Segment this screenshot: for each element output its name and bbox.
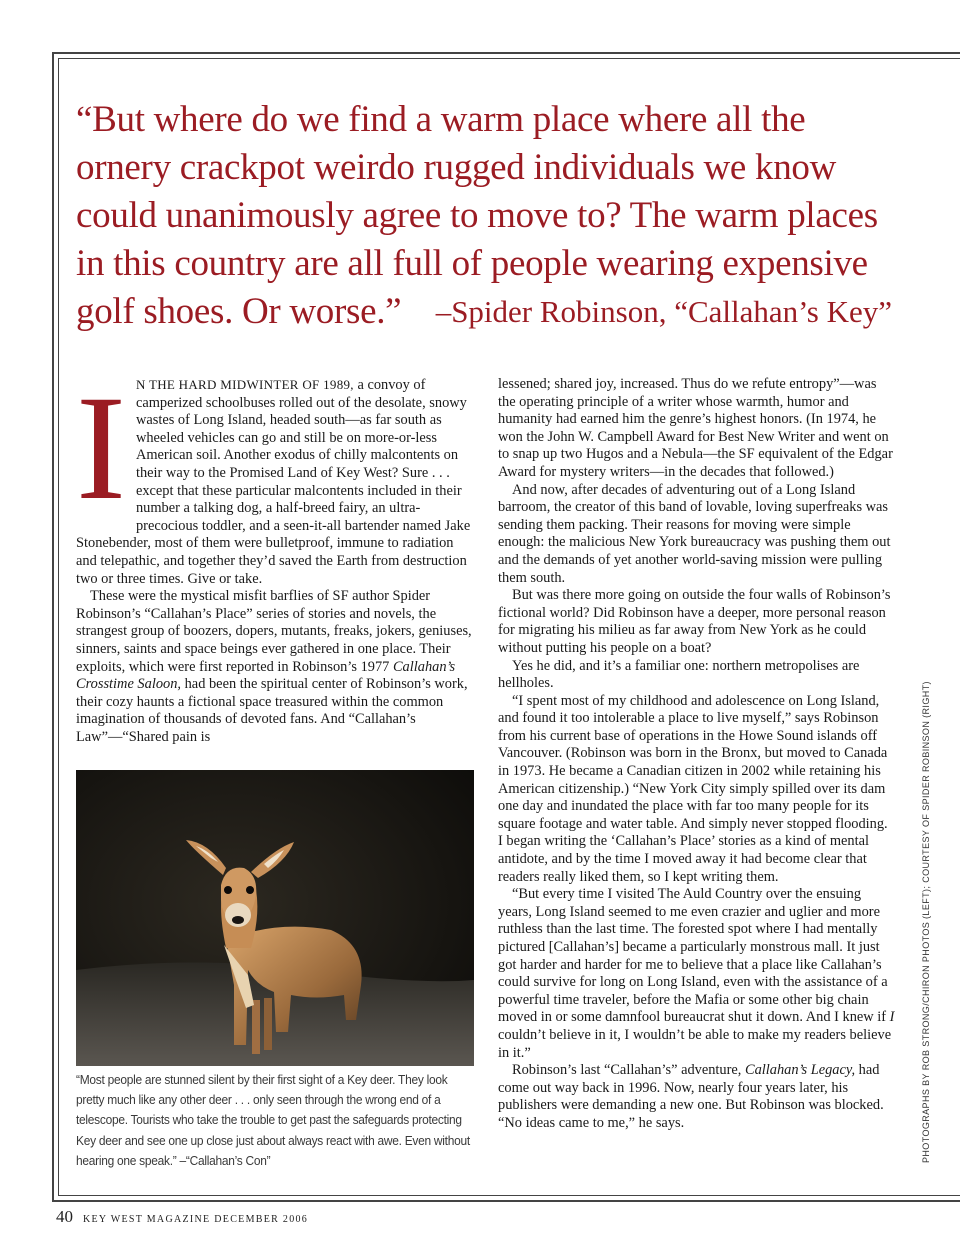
photo-caption: “Most people are stunned silent by their first sight of a Key deer. They look pretty much like any other deer . . . only seen through the wrong end of a telescope. Tourists who take the trouble to get past the safeguards protecting Key deer and see one up close just about always react with awe. Even without hearing one speak.” –“Callahan’s Con” xyxy=(76,1072,470,1168)
article-paragraph: But was there more going on outside the four walls of Robinson’s fictional world? Did Robinson have a deeper, more personal reason for migrating his milieu as far away from New York as he could without putting his people on a boat? xyxy=(498,587,891,656)
article-paragraph: lessened; shared joy, increased. Thus do we refute entropy”—was the operating principle of a writer whose warmth, humor and humanity had earned him the genre’s highest honors. (In 1974, he won the John W. Campbell Award for Best New Writer and went on to snap up two Hugos and a Nebula—the SF equivalent of the Edgar Award for mystery writers—in the decades that followed.) xyxy=(498,376,893,480)
article-column-left xyxy=(76,365,474,746)
article-paragraph: I N THE HARD MIDWINTER OF 1989, a convoy of camperized schoolbuses rolled out of the desolate, snowy wastes of Long Island, headed south—as far south as wheeled vehicles can go and still be on more-or-less American soil. Another exodus of chilly malcontents on their way to the Promised Land of Key West? Sure . . . except that these particular malcontents included in their number a talking dog, a half-breed fairy, an ultra-precocious toddler, and a seen-it-all bartender named Jake Stonebender, most of them were bulletproof, immune to radiation and telepathic, and together they’d saved the Earth from destruction two or three times. Give or take. xyxy=(76,365,471,587)
article-column-right xyxy=(498,376,896,1133)
article-paragraph: And now, after decades of adventuring out of a Long Island barroom, the creator of this band of lovable, loving superfreaks was sending them packing. Their reasons for moving were simple enough: the malicious New York bureaucracy was pushing them out and the demands of yet another world-saving mission were pulling them south. xyxy=(498,481,891,586)
drop-cap: I xyxy=(76,365,126,531)
page-footer xyxy=(56,1207,308,1227)
publication-line: KEY WEST MAGAZINE DECEMBER 2006 xyxy=(83,1214,309,1225)
key-deer-photo xyxy=(76,770,474,1066)
book-title: Callahan’s Crosstime Saloon, xyxy=(76,658,456,693)
emphasis: I xyxy=(889,1009,895,1026)
article-paragraph: These were the mystical misfit barflies of SF author Spider Robinson’s “Callahan’s Place” series of stories and novels, the strangest group of boozers, dopers, mutants, freaks, jokers, geniuses, sinners, saints and space beings ever gathered in one place. Their exploits, which were first reported in Robinson’s 1977 Callahan’s Crosstime Saloon, had been the spiritual center of Robinson’s work, their cozy haunts a fictional space treasured within the common imagination of thousands of devoted fans. And “Callahan’s Law”—“Shared pain is xyxy=(76,588,472,745)
book-title: Callahan’s Legacy, xyxy=(745,1062,856,1079)
lead-in-caps: N THE HARD MIDWINTER OF 1989, xyxy=(135,377,354,392)
pull-quote-attribution: –Spider Robinson, “Callahan’s Key” xyxy=(435,294,892,329)
page-number: 40 xyxy=(56,1207,73,1226)
article-paragraph: Yes he did, and it’s a familiar one: northern metropolises are hellholes. xyxy=(498,657,860,692)
pull-quote-text: “But where do we find a warm place where all the ornery crackpot weirdo rugged individuals we know could unanimously agree to move to? The warm places in this country are all full of people wearing expensive golf shoes. Or worse.” xyxy=(76,99,878,332)
article-paragraph: “I spent most of my childhood and adolescence on Long Island, and found it too intolerable a place to live myself,” says Robinson from his current base of operations in the Howe Sound islands off Vancouver. (Robinson was born in the Bronx, but moved to Canada in 1973. He became a Canadian citizen in 2002 while retaining his American citizenship.) “New York City simply spilled over its dam one day and inundated the place with far too many people for its square footage and water table. And simply never stopped flooding. I began writing the ‘Callahan’s Place’ stories as a kind of mental antidote, and by the time I moved away it had become clear that readers really liked them, so I kept writing them. xyxy=(498,692,888,885)
photo-credit: PHOTOGRAPHS BY ROB STRONG/CHIRON PHOTOS (LEFT); COURTESY OF SPIDER ROBINSON (RIGHT) xyxy=(921,681,931,1163)
deer-image xyxy=(76,770,474,1066)
article-paragraph: Robinson’s last “Callahan’s” adventure, Callahan’s Legacy, had come out way back in 1996. Now, nearly four years later, his publishers were demanding a new one. But Robinson was blocked. “No ideas came to me,” he says. xyxy=(498,1062,884,1131)
article-paragraph: “But every time I visited The Auld Country over the ensuing years, Long Island seemed to me even crazier and uglier and more ruthless than the last time. The forested spot where I had mentally pictured [Callahan’s] became a particularly monstrous mall. It just got harder and harder for me to believe that a place like Callahan’s could survive for long on Long Island, even with the assistance of a powerful time traveler, before the Mafia or some other big chain moved in or some damnfool bureaucrat shut it down. And I knew if I couldn’t believe in it, I wouldn’t be able to make my readers believe in it.” xyxy=(498,886,895,1061)
